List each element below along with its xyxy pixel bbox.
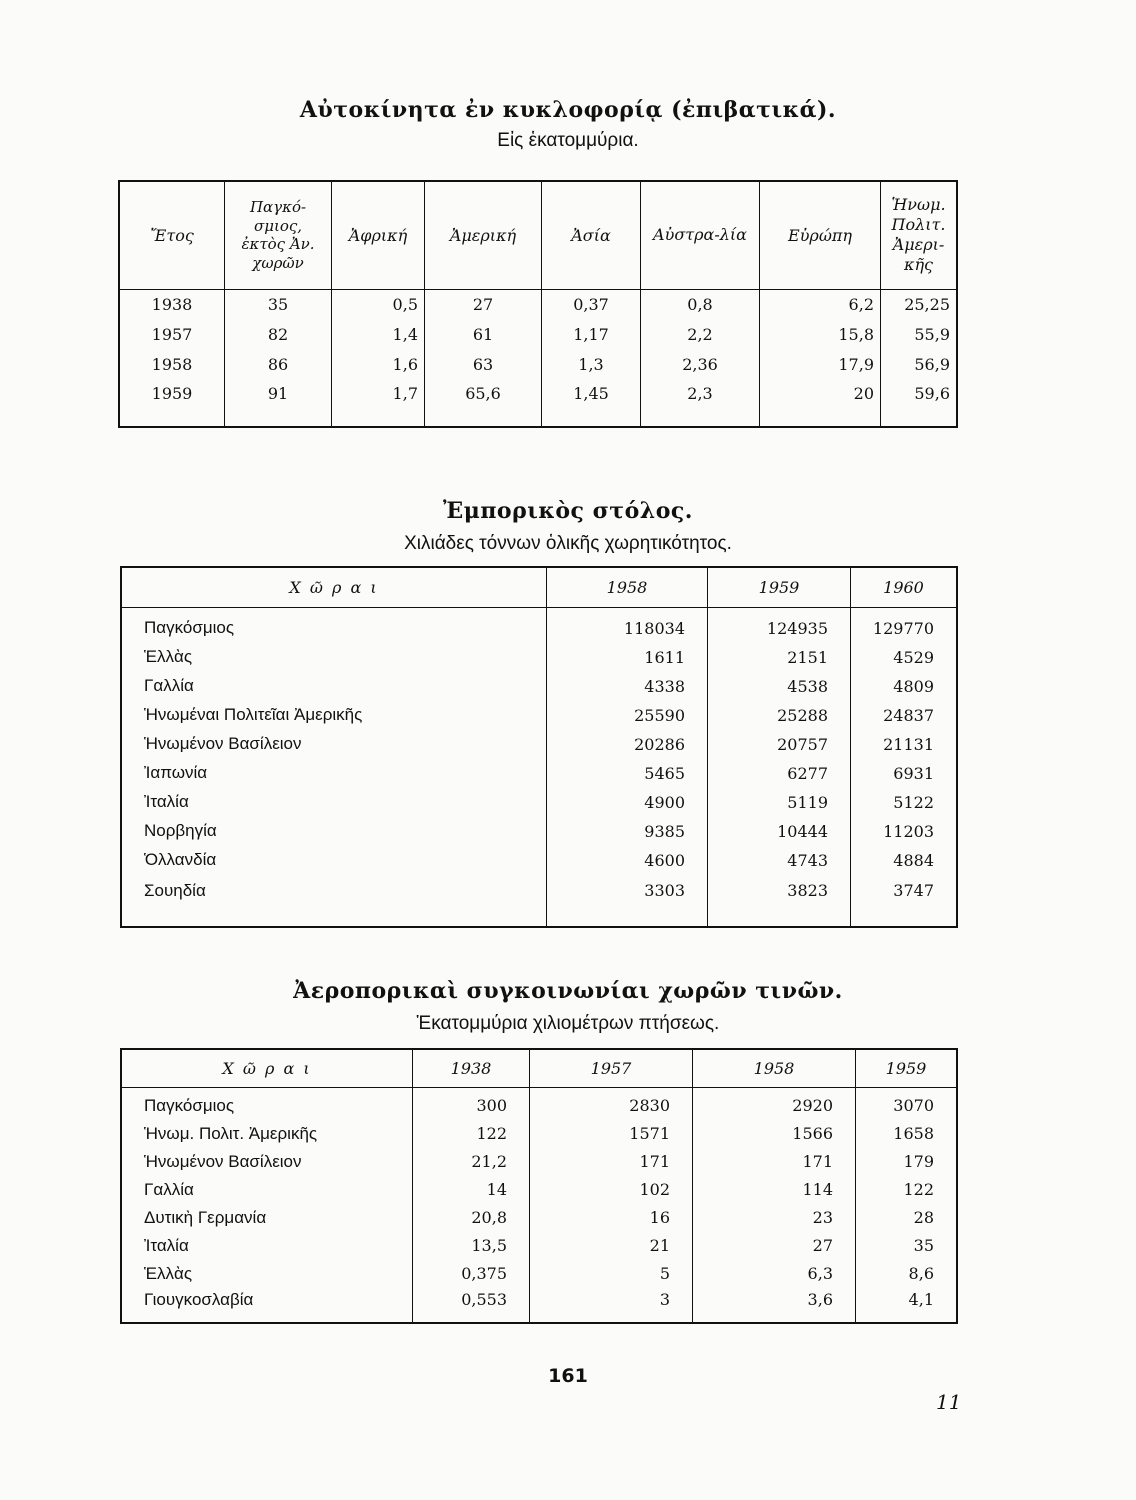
table-row (119, 320, 957, 350)
country-name: Ἡνωμ. Πολιτ. Ἀμερικῆς (121, 1120, 413, 1148)
fleet-subtitle: Χιλιάδες τόννων ὁλικῆς χωρητικότητος. (404, 533, 732, 554)
fleet-header-1958: 1958 (547, 567, 708, 607)
table-cell: 20286 (547, 730, 708, 759)
table-cell: 6,2 (760, 289, 881, 320)
table-cell: 1566 (693, 1120, 856, 1148)
table-row (121, 1260, 957, 1288)
table-cell: 6277 (708, 759, 851, 788)
country-name: Ἡνωμένον Βασίλειον (121, 1148, 413, 1176)
table-cell: 21 (530, 1232, 693, 1260)
table-cell: 3 (530, 1288, 693, 1323)
table-cell: 4809 (893, 676, 934, 696)
table-cell: 4538 (708, 672, 851, 701)
table-row (119, 350, 957, 380)
cars-header-world: Παγκό-σμιος, ἐκτὸς Ἀν. χωρῶν (225, 181, 332, 289)
table-cell: 25590 (547, 701, 708, 730)
table-cell: 4338 (547, 672, 708, 701)
table-row (119, 380, 957, 427)
table-cell: 129770 (872, 618, 934, 638)
country-name: Ἑλλὰς (121, 643, 547, 672)
air-header-countries: Χ ῶ ρ α ι (121, 1049, 413, 1087)
cars-header-usa: Ἡνωμ. Πολιτ. Ἀμερι-κῆς (881, 181, 958, 289)
country-name: Παγκόσμιος (121, 1087, 413, 1120)
table-cell: 59,6 (914, 383, 950, 403)
table-cell: 82 (225, 320, 332, 350)
table-row (119, 289, 957, 320)
table-cell: 6,3 (693, 1260, 856, 1288)
table-cell: 171 (693, 1148, 856, 1176)
table-cell: 1611 (547, 643, 708, 672)
fleet-table (120, 566, 958, 928)
table-cell: 20,8 (413, 1204, 530, 1232)
table-cell: 124935 (708, 607, 851, 643)
table-cell: 23 (693, 1204, 856, 1232)
table-cell: 91 (225, 380, 332, 427)
table-cell: 1,3 (542, 350, 641, 380)
table-cell: 3747 (893, 880, 934, 900)
table-cell: 2151 (708, 643, 851, 672)
country-name: Γαλλία (121, 672, 547, 701)
table-cell: 1,7 (332, 380, 425, 427)
table-cell: 86 (225, 350, 332, 380)
country-name: Παγκόσμιος (121, 607, 547, 643)
table-row (121, 1176, 957, 1204)
country-name: Ἰταλία (121, 1232, 413, 1260)
table-row (121, 817, 957, 846)
table-cell: 20757 (708, 730, 851, 759)
table-cell: 171 (530, 1148, 693, 1176)
table-cell: 24837 (883, 705, 934, 725)
table-cell: 1959 (119, 380, 225, 427)
cars-header-europe: Εὐρώπη (760, 181, 881, 289)
table-cell: 2,36 (641, 350, 760, 380)
table-cell: 3,6 (693, 1288, 856, 1323)
table-cell: 179 (903, 1152, 934, 1171)
table-cell: 102 (530, 1176, 693, 1204)
cars-header-year: Ἔτος (119, 181, 225, 289)
table-cell: 16 (530, 1204, 693, 1232)
table-cell: 10444 (708, 817, 851, 846)
table-cell: 122 (903, 1180, 934, 1199)
page-number: 161 (548, 1365, 588, 1387)
table-row (121, 1288, 957, 1323)
table-cell: 8,6 (908, 1264, 934, 1283)
table-cell: 1,4 (332, 320, 425, 350)
table-row (121, 1204, 957, 1232)
table-row (121, 1087, 957, 1120)
table-cell: 28 (913, 1208, 934, 1227)
table-row (121, 1232, 957, 1260)
table-row (121, 643, 957, 672)
table-cell: 4900 (547, 788, 708, 817)
table-cell: 5119 (708, 788, 851, 817)
table-cell: 15,8 (760, 320, 881, 350)
table-cell: 35 (913, 1236, 934, 1255)
fleet-title: Ἐμπορικὸς στόλος. (443, 498, 693, 524)
table-cell: 4743 (708, 846, 851, 875)
table-cell: 2,3 (641, 380, 760, 427)
table-cell: 4600 (547, 846, 708, 875)
fleet-header-1959: 1959 (708, 567, 851, 607)
table-cell: 35 (225, 289, 332, 320)
table-cell: 3303 (547, 875, 708, 927)
table-cell: 25,25 (904, 295, 950, 314)
table-row (121, 759, 957, 788)
table-cell: 3070 (893, 1096, 934, 1115)
table-cell: 9385 (547, 817, 708, 846)
table-cell: 0,375 (413, 1260, 530, 1288)
air-header-1958: 1958 (693, 1049, 856, 1087)
table-cell: 0,5 (332, 289, 425, 320)
table-cell: 0,37 (542, 289, 641, 320)
air-header-1938: 1938 (413, 1049, 530, 1087)
table-cell: 4529 (893, 647, 934, 667)
air-title: Ἀεροπορικαὶ συγκοινωνίαι χωρῶν τινῶν. (293, 978, 843, 1004)
table-cell: 1938 (119, 289, 225, 320)
cars-subtitle: Εἰς ἑκατομμύρια. (497, 130, 639, 151)
country-name: Σουηδία (121, 875, 547, 927)
cars-header-america: Ἀμερική (425, 181, 542, 289)
table-cell: 1958 (119, 350, 225, 380)
table-cell: 4,1 (908, 1289, 934, 1309)
table-cell: 27 (425, 289, 542, 320)
table-cell: 56,9 (914, 355, 950, 374)
country-name: Γιουγκοσλαβία (121, 1288, 413, 1323)
table-cell: 17,9 (760, 350, 881, 380)
air-header-1957: 1957 (530, 1049, 693, 1087)
air-header-1959: 1959 (856, 1049, 958, 1087)
table-cell: 5465 (547, 759, 708, 788)
table-cell: 3823 (708, 875, 851, 927)
table-cell: 300 (413, 1087, 530, 1120)
table-cell: 14 (413, 1176, 530, 1204)
table-cell: 0,553 (413, 1288, 530, 1323)
table-cell: 2,2 (641, 320, 760, 350)
table-cell: 1571 (530, 1120, 693, 1148)
cars-table (118, 180, 958, 428)
table-row (121, 788, 957, 817)
country-name: Νορβηγία (121, 817, 547, 846)
table-row (121, 846, 957, 875)
table-cell: 65,6 (425, 380, 542, 427)
table-row (121, 672, 957, 701)
table-cell: 122 (413, 1120, 530, 1148)
table-row (121, 1148, 957, 1176)
country-name: Ὁλλανδία (121, 846, 547, 875)
table-cell: 1,6 (332, 350, 425, 380)
table-cell: 4884 (893, 850, 934, 870)
country-name: Ἡνωμέναι Πολιτεῖαι Ἀμερικῆς (121, 701, 547, 730)
fleet-header-countries: Χ ῶ ρ α ι (121, 567, 547, 607)
table-cell: 13,5 (413, 1232, 530, 1260)
table-cell: 11203 (883, 821, 934, 841)
country-name: Δυτικὴ Γερμανία (121, 1204, 413, 1232)
country-name: Γαλλία (121, 1176, 413, 1204)
fleet-header-1960: 1960 (851, 567, 958, 607)
cars-header-asia: Ἀσία (542, 181, 641, 289)
table-cell: 1658 (893, 1124, 934, 1143)
table-cell: 1,45 (542, 380, 641, 427)
table-row (121, 875, 957, 927)
table-cell: 21,2 (413, 1148, 530, 1176)
table-cell: 1,17 (542, 320, 641, 350)
cars-header-africa: Ἀφρική (332, 181, 425, 289)
table-cell: 114 (693, 1176, 856, 1204)
country-name: Ἰταλία (121, 788, 547, 817)
corner-number: 11 (936, 1390, 962, 1414)
table-cell: 5 (530, 1260, 693, 1288)
cars-header-australia: Αὐστρα-λία (641, 181, 760, 289)
country-name: Ἑλλὰς (121, 1260, 413, 1288)
table-row (121, 1120, 957, 1148)
air-table (120, 1048, 958, 1324)
air-subtitle: Ἑκατομμύρια χιλιομέτρων πτήσεως. (416, 1013, 720, 1034)
table-row (121, 730, 957, 759)
table-row (121, 701, 957, 730)
table-cell: 63 (425, 350, 542, 380)
table-cell: 5122 (893, 792, 934, 812)
table-cell: 1957 (119, 320, 225, 350)
country-name: Ἰαπωνία (121, 759, 547, 788)
table-cell: 61 (425, 320, 542, 350)
table-cell: 6931 (893, 763, 934, 783)
country-name: Ἡνωμένον Βασίλειον (121, 730, 547, 759)
table-row (121, 607, 957, 643)
table-cell: 2830 (530, 1087, 693, 1120)
table-cell: 27 (693, 1232, 856, 1260)
table-cell: 2920 (693, 1087, 856, 1120)
table-cell: 25288 (708, 701, 851, 730)
table-cell: 0,8 (641, 289, 760, 320)
table-cell: 55,9 (914, 325, 950, 344)
table-cell: 21131 (883, 734, 934, 754)
table-cell: 20 (760, 380, 881, 427)
table-cell: 118034 (547, 607, 708, 643)
cars-title: Αὐτοκίνητα ἐν κυκλοφορίᾳ (ἐπιβατικά). (299, 97, 837, 123)
